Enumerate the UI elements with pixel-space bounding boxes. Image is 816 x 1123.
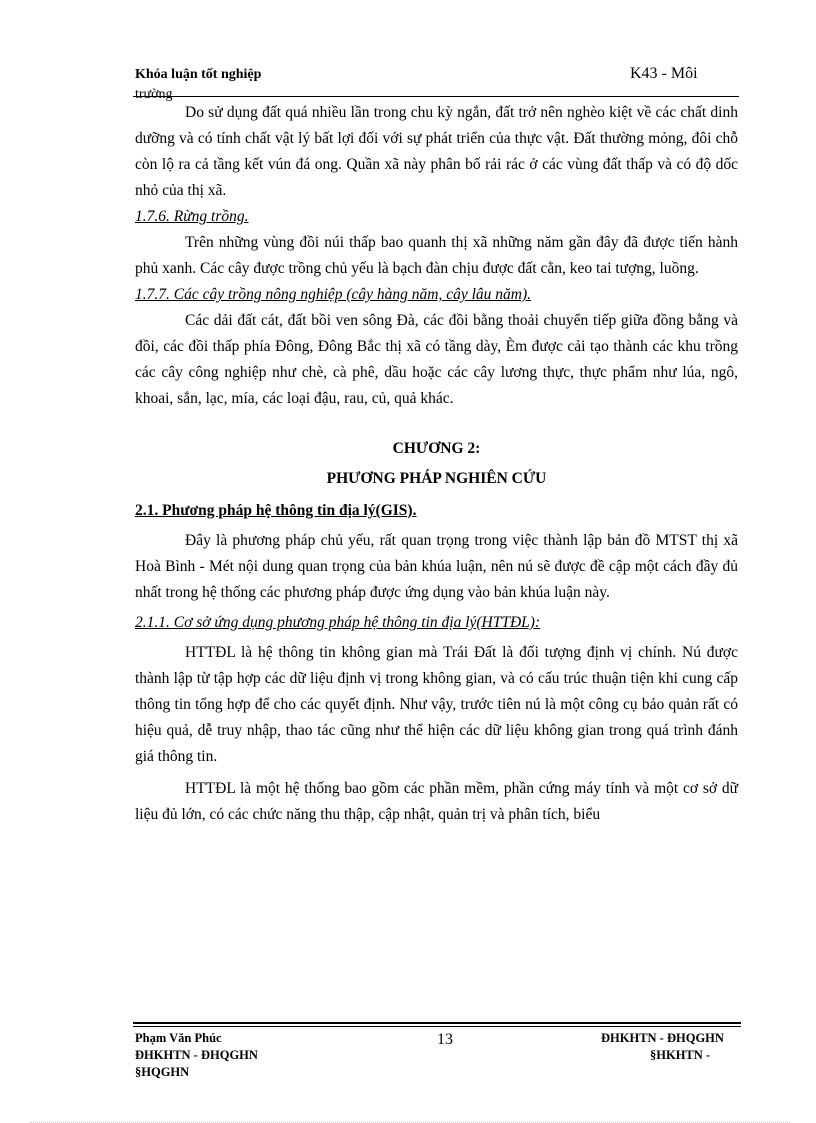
header-class: K43 - Môi <box>630 65 698 82</box>
section-heading-2-1-1: 2.1.1. Cơ sở ứng dụng phương pháp hệ thông tin địa lý(HTTĐL): <box>135 614 541 631</box>
page-number: 13 <box>437 1031 453 1048</box>
footer-right-institution-2: §HKHTN - <box>650 1048 711 1062</box>
section-heading-1-7-6: 1.7.6. Rừng trồng. <box>135 208 249 225</box>
paragraph-agriculture: Các dải đất cát, đất bồi ven sông Đà, các đồi bằng thoải chuyển tiếp giữa đồng bằng và đồi, các đồi thấp phía Đông, Đông Bắc thị xã có tầng dày, Èm được cải tạo thành các khu trồng các cây công nghiệp như chè, cà phê, dầu hoặc các cây lương thực, thực phẩm như lúa, ngô, khoai, sắn, lạc, mía, các loại đậu, rau, củ, quả khác. <box>135 312 738 407</box>
page-body <box>135 100 738 828</box>
header-rule <box>133 96 739 97</box>
paragraph-planted-forest: Trên những vùng đồi núi thấp bao quanh thị xã những năm gần đây đã được tiến hành phủ xanh. Các cây được trồng chủ yếu là bạch đàn chịu được đất cằn, keo tai tượng, luồng. <box>135 234 738 277</box>
section-heading-1-7-7: 1.7.7. Các cây trồng nông nghiệp (cây hàng năm, cây lâu năm). <box>135 286 532 303</box>
footer-right-institution: ĐHKHTN - ĐHQGHN <box>601 1031 724 1045</box>
paragraph-soil: Do sử dụng đất quá nhiều lần trong chu kỳ ngắn, đất trở nên nghèo kiệt về các chất dinh dưỡng và có tính chất vật lý bất lợi đối với sự phát triển của thực vật. Đất thường mỏng, đôi chỗ còn lộ ra cả tầng kết vún đá ong. Quần xã này phân bố rải rác ở các vùng đất thấp và có độ dốc nhỏ của thị xã. <box>135 104 738 199</box>
paragraph-httdl-system: HTTĐL là một hệ thống bao gồm các phần mềm, phần cứng máy tính và một cơ sở dữ liệu đủ lớn, có các chức năng thu thập, cập nhật, quản trị và phân tích, biểu <box>135 780 738 823</box>
footer-left-institution: ĐHKHTN - ĐHQGHN <box>135 1048 258 1062</box>
footer-rule-thin <box>133 1026 741 1027</box>
section-heading-2-1: 2.1. Phương pháp hệ thông tin địa lý(GIS). <box>135 502 417 519</box>
footer-left-institution-2: §HQGHN <box>135 1065 190 1079</box>
footer-author: Phạm Văn Phúc <box>135 1031 222 1045</box>
chapter-title: PHƯƠNG PHÁP NGHIÊN CỨU <box>326 470 547 487</box>
chapter-label: CHƯƠNG 2: <box>392 440 481 457</box>
paragraph-gis-intro: Đây là phương pháp chủ yếu, rất quan trọng trong việc thành lập bản đồ MTST thị xã Hoà Bình - Mét nội dung quan trọng của bản khúa luận, nên nú sẽ được đề cập một cách đầy đủ nhất trong hệ thống các phương pháp được ứng dụng vào bản khúa luận này. <box>135 532 738 601</box>
header-subtitle: trường <box>135 87 173 102</box>
footer-rule-thick <box>133 1022 741 1024</box>
header-title: Khóa luận tốt nghiệp <box>135 67 262 82</box>
paragraph-httdl-definition: HTTĐL là hệ thông tin không gian mà Trái Đất là đối tượng định vị chính. Nú được thành lập từ tập hợp các dữ liệu định vị trong không gian, và có cấu trúc thuận tiện khi cung cấp thông tin tổng hợp để cho các quyết định. Như vậy, trước tiên nú là một công cụ bảo quản rất có hiệu quả, dễ truy nhập, thao tác cũng như thể hiện các dữ liệu không gian trong quá trình đánh giá thông tin. <box>135 644 738 765</box>
